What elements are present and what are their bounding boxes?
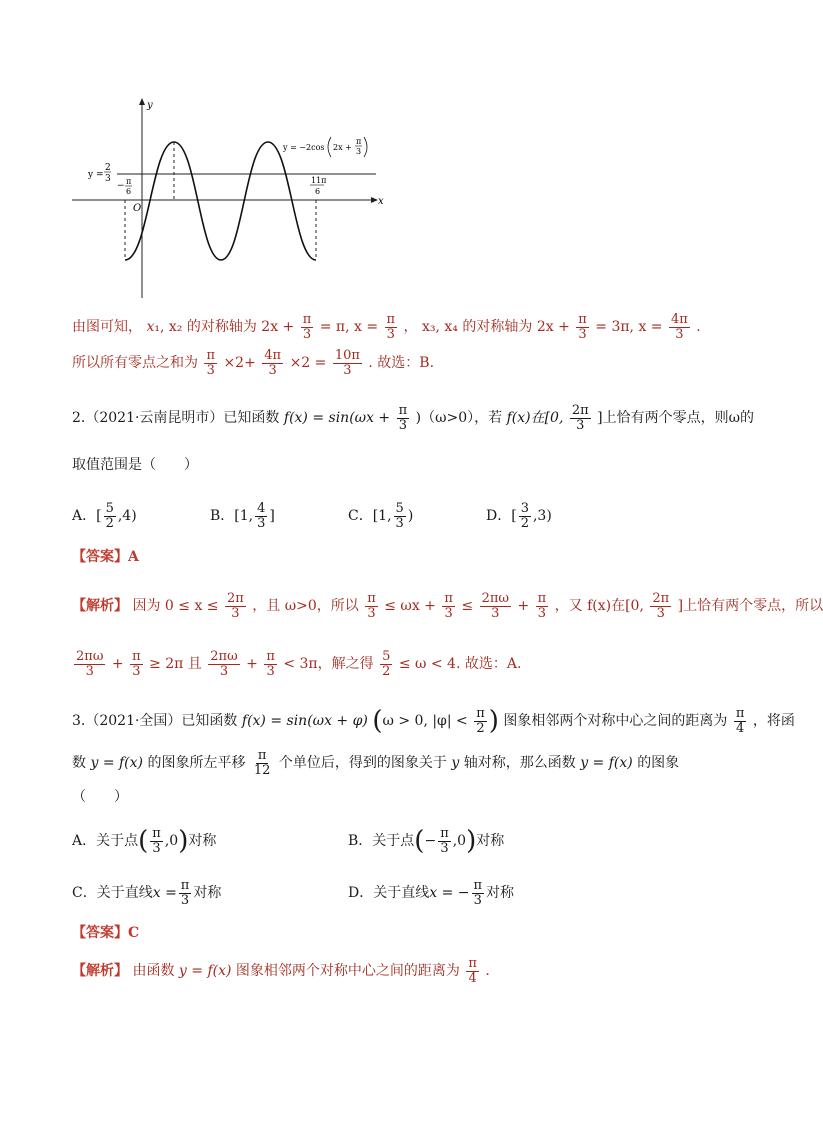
q3-option-d[interactable]: D．关于直线x = − $\frac{\pi}{3}$ 对称: [348, 878, 515, 908]
q3-option-c[interactable]: C．关于直线x = $\frac{\pi}{3}$ 对称: [72, 878, 222, 908]
curve-label-den: 3: [356, 147, 362, 156]
curve-label-pre: y = −2cos: [283, 143, 325, 152]
q2-answer: 【答案】A: [72, 549, 139, 565]
q2-stem-line-2: 取值范围是（ ）: [72, 457, 198, 473]
hline-label: y =: [88, 170, 104, 180]
q2-option-b[interactable]: B．[1, $\frac{4}{3}$ ]: [210, 501, 275, 531]
solution-line-1: 由图可知， x₁, x₂ 的对称轴为 2x + $\frac{\pi}{3}$ = π, x = $\frac{\pi}{3}$ ， x₃, x₄ 的对称轴为 2x + $\frac{\pi}{3}$ = 3π, x = $\frac{4\pi}{3}$ .: [72, 312, 701, 342]
q3-answer: 【答案】C: [72, 925, 140, 941]
q3-stem-line-3: （ ）: [72, 789, 128, 805]
q2-analysis-line-1: 【解析】 因为 0 ≤ x ≤ $\frac{2\pi}{3}$ ，且 ω>0，所以 $\frac{\pi}{3}$ ≤ ωx + $\frac{\pi}{3}$ ≤ $\frac{2\pi\omega}{3}$ + $\frac{\pi}{3}$ ，又 f(x)在[0, $\frac{2\pi}{3}$ ]上恰有两个零点，所以: [72, 591, 823, 621]
y-axis-label: y: [147, 100, 153, 111]
origin-label: O: [133, 203, 142, 214]
left-tick-sign: −: [117, 181, 125, 191]
q2-option-a[interactable]: A．[ $\frac{5}{2}$ ,4): [72, 501, 137, 531]
q2-option-d[interactable]: D．[ $\frac{3}{2}$ ,3): [486, 501, 552, 531]
q2-option-c[interactable]: C．[1, $\frac{5}{3}$ ): [348, 501, 414, 531]
q3-analysis: 【解析】 由函数 y = f(x) 图象相邻两个对称中心之间的距离为 $\frac{\pi}{4}$ .: [72, 956, 490, 986]
q2-analysis-line-2: $\frac{2\pi\omega}{3}$ + $\frac{\pi}{3}$ ≥ 2π 且 $\frac{2\pi\omega}{3}$ + $\frac{\pi}{3}$ < 3π，解之得 $\frac{5}{2}$ ≤ ω < 4. 故选：A.: [76, 649, 522, 679]
q2-stem-line-1: 2.（2021·云南昆明市）已知函数 f(x) = sin(ωx + $\frac{\pi}{3}$ )（ω>0），若 f(x)在[0, $\frac{2\pi}{3}$ ]上恰有两个零点，则ω的: [72, 403, 755, 433]
hline-num: 2: [105, 163, 111, 173]
y-axis-arrow: [139, 98, 145, 105]
curve-label-pi: π: [356, 137, 362, 146]
x-axis-label: x: [378, 196, 384, 207]
curve-label-arg: 2x +: [333, 143, 352, 152]
left-tick-den: 6: [126, 187, 132, 196]
hline-den: 3: [105, 174, 111, 184]
q3-stem-line-1: 3.（2021·全国）已知函数 f(x) = sin(ωx + φ) (ω > 0, |φ| < $\frac{\pi}{2}$ ) 图象相邻两个对称中心之间的距离为 $\frac{\pi}{4}$ ，将函: [72, 706, 795, 737]
solution-line-2: 所以所有零点之和为 $\frac{\pi}{3}$ ×2+ $\frac{4\pi}{3}$ ×2 = $\frac{10\pi}{3}$ . 故选：B.: [72, 348, 435, 378]
right-tick-den: 6: [315, 187, 321, 196]
right-tick-num: 11π: [311, 176, 327, 185]
q3-option-a[interactable]: A．关于点( $\frac{\pi}{3}$ ,0)对称: [72, 826, 217, 857]
cosine-curve: [125, 142, 316, 260]
q3-stem-line-2: 数 y = f(x) 的图象所左平移 $\frac{\pi}{12}$ 个单位后，得到的图象关于 y 轴对称，那么函数 y = f(x) 的图象: [72, 748, 680, 778]
x-axis-arrow: [371, 197, 378, 203]
left-tick-num: π: [126, 177, 132, 186]
q3-option-b[interactable]: B．关于点(− $\frac{\pi}{3}$ ,0)对称: [348, 826, 505, 857]
cosine-graph: [0, 0, 794, 310]
